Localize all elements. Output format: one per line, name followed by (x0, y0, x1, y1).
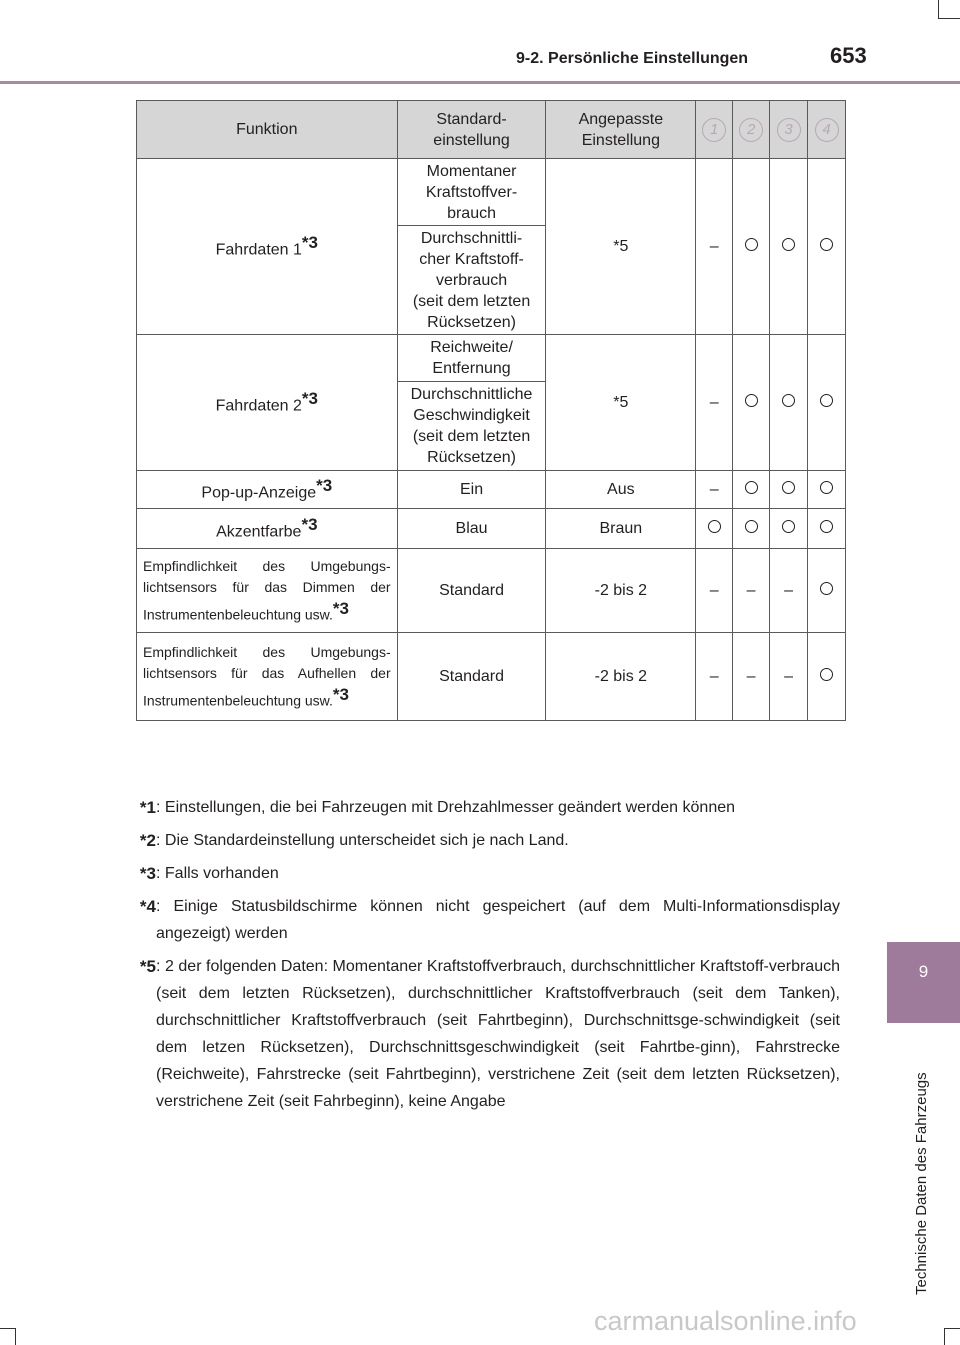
mark-cell: – (696, 549, 733, 633)
footnote-text: : Die Standardeinstellung unterscheidet sich je nach Land. (156, 832, 569, 849)
mark-cell: – (770, 633, 808, 721)
mark-cell: – (696, 335, 733, 471)
mark-cell (733, 335, 770, 471)
mark-cell (770, 335, 808, 471)
table-row (137, 549, 846, 633)
mark-cell (808, 335, 846, 471)
default-text: Momentaner Kraftstoffver- brauch (425, 162, 518, 222)
default-text: Durchschnittliche Geschwindigkeit (seit dem letzten Rücksetzen) (410, 386, 533, 466)
mark-cell: – (696, 633, 733, 721)
header-divider (0, 81, 960, 84)
col-default-label: Standard- einstellung (433, 110, 510, 149)
note-ref: *3 (301, 515, 318, 535)
function-label: Akzentfarbe (216, 523, 302, 541)
function-label: Pop-up-Anzeige (201, 484, 317, 502)
mark-cell (733, 159, 770, 335)
custom-cell: *5 (546, 335, 696, 471)
function-label: Empfindlichkeit des Umgebungs-lichtsensors für das Dimmen der Instrumentenbeleuchtung usw. (143, 557, 391, 623)
circle-icon (745, 520, 758, 533)
footnote-key: *5 (139, 957, 156, 976)
circle-icon (745, 481, 758, 494)
default-cell (397, 335, 546, 382)
crop-mark (0, 1328, 16, 1329)
custom-cell: Aus (546, 471, 696, 509)
footnote (122, 794, 840, 821)
col-default (397, 101, 546, 159)
crop-mark (938, 0, 939, 18)
circle-icon (782, 481, 795, 494)
custom-cell: Braun (546, 509, 696, 549)
mark-cell: – (733, 549, 770, 633)
function-cell (137, 633, 398, 721)
note-ref: *3 (332, 598, 349, 618)
col-1 (696, 101, 733, 159)
mark-cell: – (696, 471, 733, 509)
footnote (122, 827, 840, 854)
note-ref: *3 (301, 233, 318, 253)
chapter-number: 9 (918, 962, 929, 981)
footnote-key: *1 (139, 798, 156, 817)
function-cell (137, 335, 398, 471)
note-ref: *3 (332, 684, 349, 704)
mark-cell (808, 633, 846, 721)
crop-mark (944, 1328, 945, 1345)
circle-icon (820, 481, 833, 494)
footnote-key: *2 (139, 831, 156, 850)
default-cell: Standard (397, 633, 546, 721)
default-text: Reichweite/ Entfernung (430, 339, 513, 377)
settings-table (136, 100, 846, 721)
table-row (137, 335, 846, 382)
table-row (137, 159, 846, 226)
function-label: Empfindlichkeit des Umgebungs-lichtsensors für das Aufhellen der Instrumentenbeleuchtung usw. (143, 643, 391, 709)
note-ref: *3 (316, 476, 333, 496)
footnote-key: *3 (139, 864, 156, 883)
mark-cell (808, 159, 846, 335)
footnote-text: : 2 der folgenden Daten: Momentaner Kraftstoffverbrauch, durchschnittlicher Kraftstoff-verbrauch (seit dem letzten Rücksetzen), durchschnittlicher Kraftstoffverbrauch (seit dem Tanken), durchschnittlicher Kraftstoffverbrauch (seit Fahrtbeginn), Durchschnittsge-schwindigkeit (seit dem letzen Rücksetzen), Durchschnittsgeschwindigkeit (seit Fahrtbe-ginn), Fahrstrecke (Reichweite), Fahrstrecke (seit Fahrtbeginn), verstrichene Zeit (seit dem letzten Rücksetzen), verstrichene Zeit (seit Fahrbeginn), keine Angabe (156, 958, 840, 1110)
circle-icon (745, 238, 758, 251)
col-function: Funktion (137, 101, 398, 159)
mark-cell (808, 549, 846, 633)
default-cell (397, 382, 546, 471)
chapter-label: Technische Daten des Fahrzeugs (913, 1072, 930, 1295)
mark-cell (808, 509, 846, 549)
footnote (122, 893, 840, 947)
default-cell (397, 159, 546, 226)
watermark: carmanualsonline.info (594, 1306, 857, 1336)
section-title: 9-2. Persönliche Einstellungen (516, 50, 749, 67)
circle-icon (782, 238, 795, 251)
mark-cell: – (733, 633, 770, 721)
custom-cell: *5 (546, 159, 696, 335)
col-4 (808, 101, 846, 159)
table-header-row (137, 101, 846, 159)
function-cell (137, 159, 398, 335)
mark-cell: – (696, 159, 733, 335)
mark-cell (770, 159, 808, 335)
num-2-icon: 2 (739, 118, 763, 142)
col-custom (546, 101, 696, 159)
default-cell: Ein (397, 471, 546, 509)
num-1-icon: 1 (702, 118, 726, 142)
footnotes (122, 794, 840, 1121)
page-number: 653 (830, 43, 867, 68)
mark-cell (808, 471, 846, 509)
mark-cell: – (770, 549, 808, 633)
function-label: Fahrdaten 1 (215, 241, 302, 259)
col-2 (733, 101, 770, 159)
circle-icon (820, 582, 833, 595)
function-cell (137, 549, 398, 633)
default-cell: Standard (397, 549, 546, 633)
footnote-key: *4 (139, 897, 156, 916)
function-cell (137, 471, 398, 509)
footnote (122, 953, 840, 1115)
mark-cell (770, 471, 808, 509)
circle-icon (820, 238, 833, 251)
footnote-text: : Einige Statusbildschirme können nicht gespeichert (auf dem Multi-Informationsdisplay angezeigt) werden (156, 898, 840, 942)
default-cell (397, 226, 546, 335)
footnote (122, 860, 840, 887)
circle-icon (820, 520, 833, 533)
circle-icon (820, 394, 833, 407)
function-label: Fahrdaten 2 (215, 397, 302, 415)
footnote-text: : Falls vorhanden (156, 865, 279, 882)
footnote-text: : Einstellungen, die bei Fahrzeugen mit Drehzahlmesser geändert werden können (156, 799, 736, 816)
crop-mark (944, 1328, 960, 1329)
custom-cell: -2 bis 2 (546, 633, 696, 721)
table-row (137, 471, 846, 509)
chapter-tab[interactable] (887, 942, 960, 1023)
note-ref: *3 (301, 389, 318, 409)
mark-cell (696, 509, 733, 549)
num-4-icon: 4 (815, 118, 839, 142)
default-text: Durchschnittli- cher Kraftstoff- verbrauch (seit dem letzten Rücksetzen) (412, 229, 531, 331)
circle-icon (708, 520, 721, 533)
custom-cell: -2 bis 2 (546, 549, 696, 633)
crop-mark (938, 18, 960, 19)
circle-icon (820, 668, 833, 681)
function-cell (137, 509, 398, 549)
col-custom-label: Angepasste Einstellung (578, 110, 664, 149)
mark-cell (770, 509, 808, 549)
circle-icon (782, 520, 795, 533)
crop-mark (15, 1328, 16, 1345)
circle-icon (745, 394, 758, 407)
table-row (137, 633, 846, 721)
num-3-icon: 3 (777, 118, 801, 142)
circle-icon (782, 394, 795, 407)
default-cell: Blau (397, 509, 546, 549)
table-row (137, 509, 846, 549)
mark-cell (733, 509, 770, 549)
col-3 (770, 101, 808, 159)
mark-cell (733, 471, 770, 509)
